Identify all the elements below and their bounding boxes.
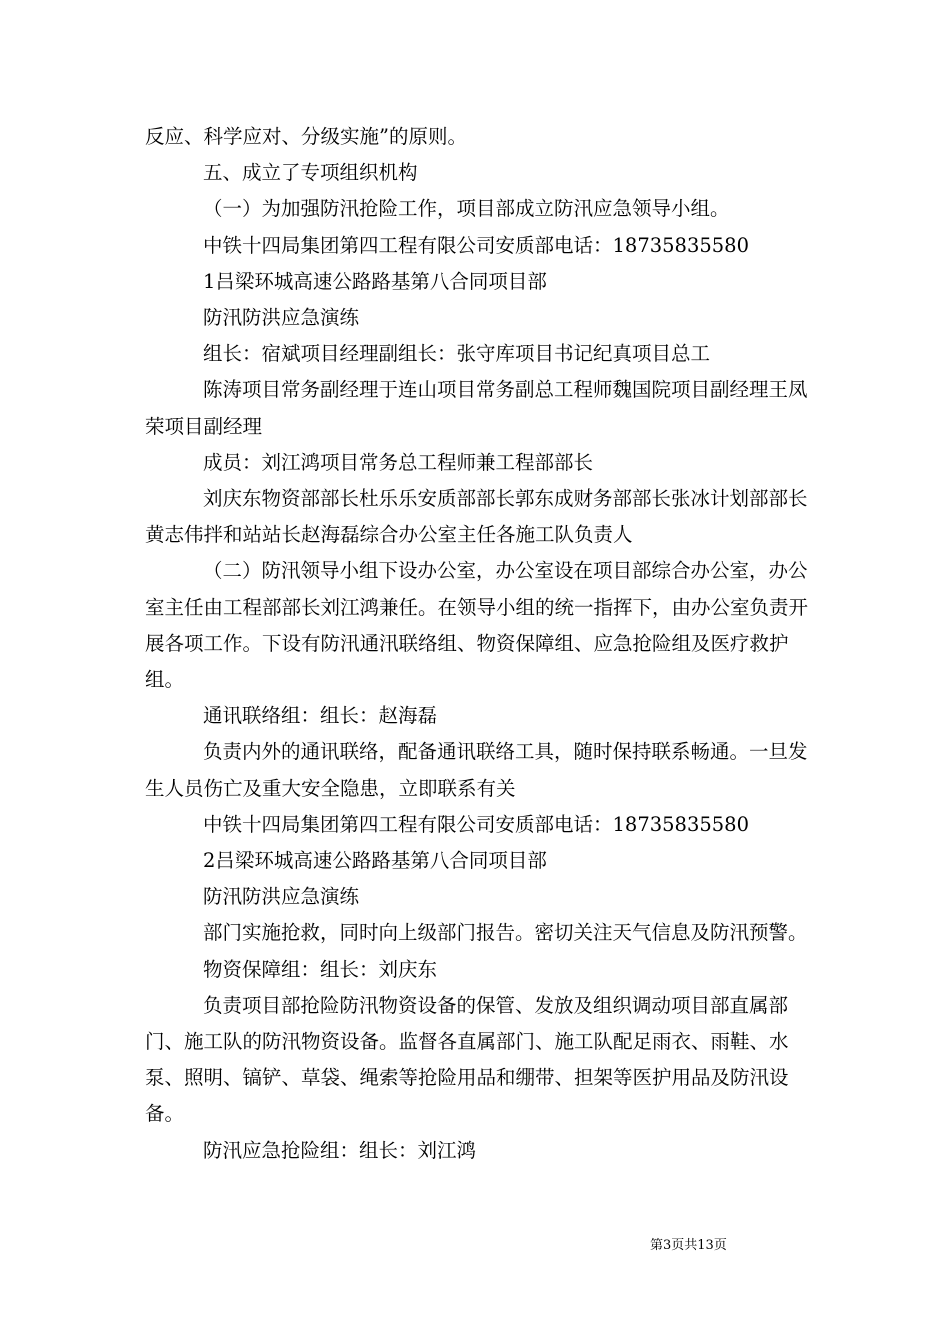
- paragraph-group-leaders: 组长：宿斌项目经理副组长：张守库项目书记纪真项目总工: [203, 342, 711, 366]
- document-body: [145, 119, 825, 1169]
- paragraph-deputy-leaders: 陈涛项目常务副经理于连山项目常务副总工程师魏国院项目副经理王凤荣项目副经理: [145, 378, 808, 438]
- paragraph-rescue-report: 部门实施抢救，同时向上级部门报告。密切关注天气信息及防汛预警。: [203, 921, 808, 945]
- paragraph-office: （二）防汛领导小组下设办公室，办公室设在项目部综合办公室，办公室主任由工程部部长刘江鸿兼任。在领导小组的统一指挥下，由办公室负责开展各项工作。下设有防汛通汛联络组、物资保障组、应急抢险组及医疗救护组。: [145, 559, 809, 692]
- project-title-line: 1吕梁环城高速公路路基第八合同项目部: [203, 269, 547, 293]
- paragraph-member-list: 刘庆东物资部部长杜乐乐安质部部长郭东成财务部部长张冰计划部部长黄志伟拌和站站长赵海磊综合办公室主任各施工队负责人: [145, 487, 808, 547]
- drill-title-line: 防汛防洪应急演练: [203, 306, 360, 330]
- page-number-footer: 第3页共13页: [650, 1238, 727, 1253]
- paragraph-rescue-group: 防汛应急抢险组：组长：刘江鸿: [203, 1138, 477, 1162]
- drill-title-line-2: 防汛防洪应急演练: [203, 885, 360, 909]
- paragraph-principle: 反应、科学应对、分级实施”的原则。: [145, 125, 467, 148]
- paragraph-communication-duty: 负责内外的通讯联络，配备通讯联络工具，随时保持联系畅通。一旦发生人员伤亡及重大安全隐患，立即联系有关: [145, 740, 808, 800]
- paragraph-supplies-group: 物资保障组：组长：刘庆东: [203, 957, 438, 981]
- project-title-line-2: 2吕梁环城高速公路路基第八合同项目部: [203, 849, 547, 873]
- company-phone-line-2: 中铁十四局集团第四工程有限公司安质部电话：18735835580: [203, 812, 749, 836]
- paragraph-communication-group: 通讯联络组：组长：赵海磊: [203, 704, 438, 728]
- company-phone-line: 中铁十四局集团第四工程有限公司安质部电话：18735835580: [203, 233, 749, 257]
- section-heading-five: 五、成立了专项组织机构: [203, 161, 418, 185]
- paragraph-supplies-duty: 负责项目部抢险防汛物资设备的保管、发放及组织调动项目部直属部门、施工队的防汛物资设备。监督各直属部门、施工队配足雨衣、雨鞋、水泵、照明、镐铲、草袋、绳索等抢险用品和绷带、担架等医护用品及防汛设备。: [145, 993, 789, 1126]
- paragraph-leadership-group: （一）为加强防汛抢险工作，项目部成立防汛应急领导小组。: [203, 197, 730, 221]
- paragraph-members: 成员：刘江鸿项目常务总工程师兼工程部部长: [203, 450, 594, 474]
